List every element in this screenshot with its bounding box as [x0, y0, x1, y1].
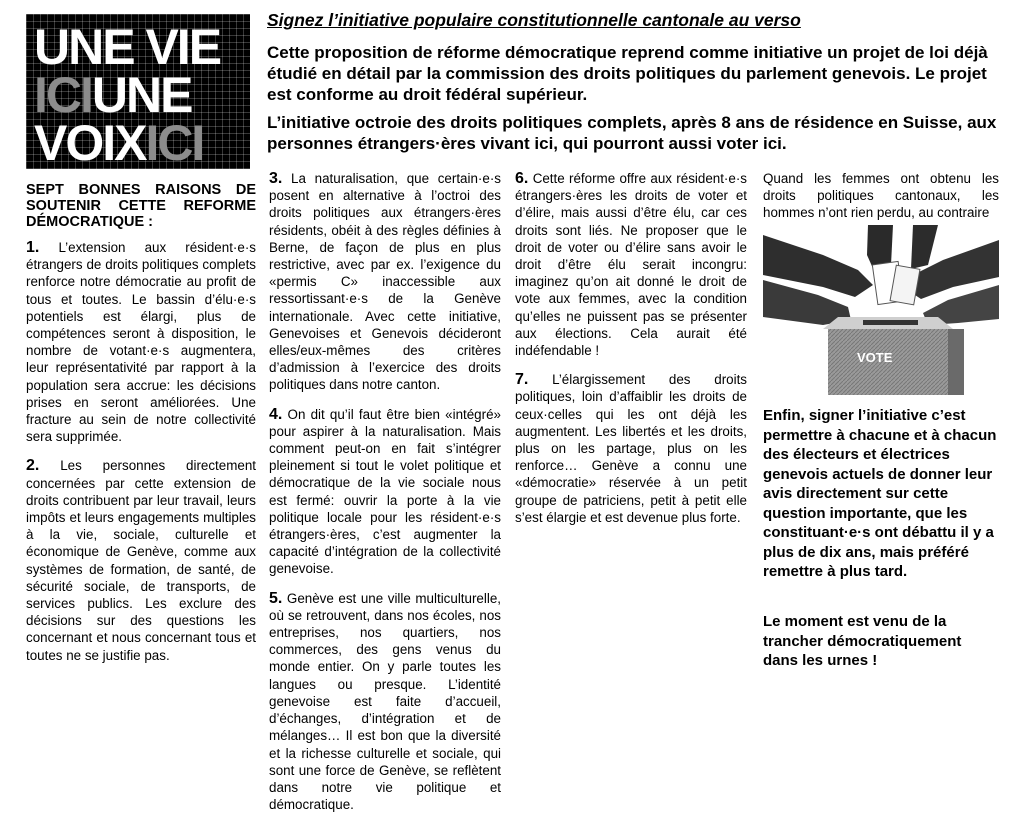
logo-text-voix: VOIX: [34, 115, 146, 169]
reason-5-number: 5.: [269, 589, 283, 607]
logo-text-une: UNE: [91, 67, 192, 123]
reasons-heading: SEPT BONNES RAISONS DE SOUTENIR CETTE REFORME DÉMOCRATIQUE :: [26, 182, 256, 230]
logo-text-une-vie: UNE VIE: [34, 19, 221, 75]
reason-6-number: 6.: [515, 170, 529, 187]
ballot-box-hands-icon: [763, 225, 999, 397]
column-2: [269, 170, 501, 825]
intro-paragraph-1: Cette proposition de réforme démocratique reprend comme initiative un projet de loi déjà étudié en détail par la commission des droits politiques du parlement genevois. Le projet est conforme au droit fédéral supérieur.: [267, 43, 988, 104]
logo-line-1: [34, 19, 221, 75]
reason-7-number: 7.: [515, 371, 529, 389]
reason-6-text: Cette réforme offre aux résident·e·s étrangers·ères les droits de voter et d’élire, mais aussi d’être élu, car ces droits sont liés. Ne proposer que le droit de voter ou d’élire sans avoir le droit d’être élu serait incongru: imaginez qu’on ait donné le droit de vote aux femmes, avec la condition qu’elles ne puissent pas se présenter aux élections. Cela aurait été indéfendable !: [515, 171, 747, 359]
intro-paragraph-2: L’initiative octroie des droits politiques complets, après 8 ans de résidence en Suisse, aux personnes étrangers·ères vivant ici, qui pourront aussi voter ici.: [267, 113, 997, 153]
logo-line-3: [34, 115, 204, 169]
reason-5: [269, 590, 501, 814]
reason-7-text: L’élargissement des droits politiques, loin d’affaiblir les droits de ceux·celles qui les ont déjà les augmentent. Les libertés et les droits, plus on les partage, plus on les renforce… Genève a connu une «démocratie» réservée à un petit groupe de patriciens, petit à petit elle s’est élargie et est devenue plus forte.: [515, 372, 747, 525]
logo-line-2: [34, 67, 192, 123]
reason-1: [26, 239, 256, 445]
reason-7: [515, 371, 747, 526]
reason-6: [515, 170, 747, 359]
reason-4: [269, 406, 501, 578]
reason-1-number: 1.: [26, 239, 40, 256]
vote-label: VOTE: [857, 350, 893, 365]
logo: [26, 14, 250, 169]
vote-illustration: [763, 225, 999, 397]
logo-text-ici: ICI: [34, 67, 92, 123]
reason-3-number: 3.: [269, 170, 283, 187]
reason-2-text: Les personnes directement concernées par cette extension de droits contribuent par leur travail, leurs impôts et leurs engagements multiples à la vie, sociale, culturelle et économique de Genève, comme aux systèmes de formation, de santé, de sécurité sociale, de transports, de services publics. Les exclure des décisions sur des questions les concernant et nous concernant tous et toutes ne se justifie pas.: [26, 458, 256, 663]
reason-2-number: 2.: [26, 457, 40, 475]
reason-4-text: On dit qu’il faut être bien «intégré» pour aspirer à la naturalisation. Mais comment peut-on en fait s’intégrer pleinement si tout le volet politique et démocratique de la vie sociale nous est fermé: ouvrir la porte à la vie politique locale pour les résident·e·s étrangers·ères, c’est augmenter la capacité d’intégration de la collectivité genevoise.: [269, 406, 501, 577]
reason-3-text: La naturalisation, que certain·e·s posent en alternative à l’octroi des droits politiques aux étrangers·ères résidents, obéit à des règles définies à Berne, de façon de plus en plus restrictive, avec par ex. l’exigence du «permis C» inaccessible aux ressortissant·e·s de la Genève internationale. Avec cette initiative, Genevoises et Genevois décideront elles/eux-mêmes des critères d’admission à l’exercice des droits politiques dans notre canton.: [269, 171, 501, 393]
reason-2: [26, 457, 256, 663]
logo-text-ici-2: ICI: [145, 115, 204, 169]
reason-4-number: 4.: [269, 405, 283, 423]
closing-paragraph-1: Enfin, signer l’initiative c’est permettre à chacune et à chacun des électeurs et électrices genevois actuels de donner leur avis directement sur cette question importante, que les constituant·e·s ont débattu il y a plus de dix ans, mais préféré remettre à plus tard.: [763, 407, 997, 580]
column-3: [515, 170, 747, 538]
reason-5-text: Genève est une ville multiculturelle, où se retrouvent, dans nos écoles, nos entreprises, nos quartiers, nos commerces, des gens venus du monde entier. On y parle toutes les langues ou presque. L’identité genevoise est faite d’accueil, d’échanges, d’intégration et de mélanges… Il est bon que la diversité et la richesse culturelle et sociale, qui sont une force de Genève, se reflètent dans notre vie politique et démocratique.: [269, 590, 501, 813]
page-title: Signez l’initiative populaire constitutionnelle cantonale au verso: [267, 10, 801, 30]
column-1: [26, 182, 256, 676]
reason-1-text: L’extension aux résident·e·s étrangers de droits politiques complets renforce notre démocratie au profit de tous et toutes. Le bassin d’élu·e·s potentiels est élargi, plus de compétences seront à disposition, le nombre de votant·e·s augmentera, leur représentativité par rapport à la population sera accrue: les décisions prises en seront améliorées. Une fracture au sein de notre collectivité sera supprimée.: [26, 240, 256, 445]
closing-paragraph-2: Le moment est venu de la trancher démocratiquement dans les urnes !: [763, 613, 962, 669]
reason-3: [269, 170, 501, 394]
reason-7-continuation: Quand les femmes ont obtenu les droits politiques cantonaux, les hommes n’ont rien perdu, au contraire: [763, 171, 999, 221]
